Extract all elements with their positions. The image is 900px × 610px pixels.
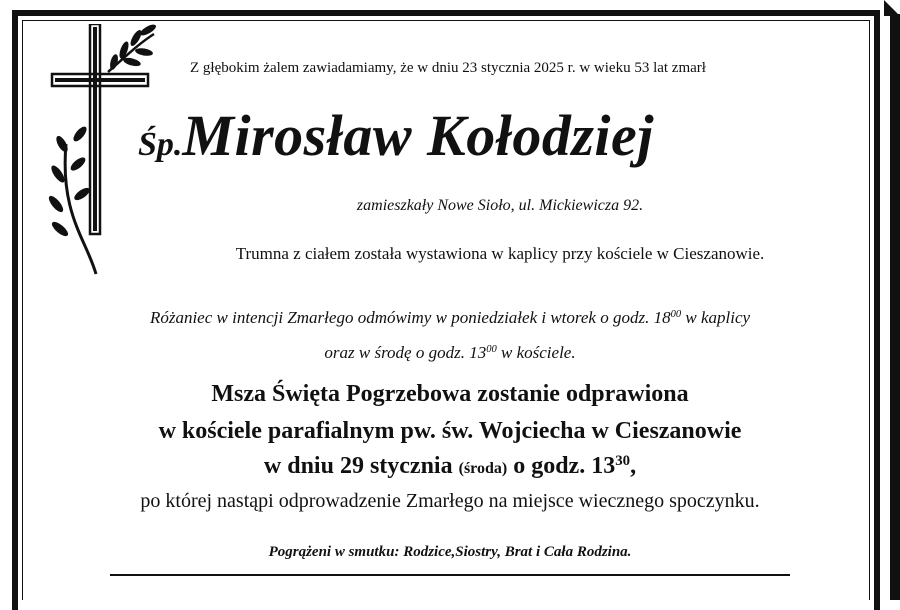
funeral-mass-line-3 [0, 453, 900, 480]
mass-time-label: o godz. 13 [507, 453, 616, 479]
deceased-name-line [138, 102, 858, 169]
rosary-text-2: w kaplicy [681, 308, 751, 327]
mourners-signature: Pogrążeni w smutku: Rodzice,Siostry, Brat i Cała Rodzina. [268, 544, 632, 560]
mass-weekday: (środa) [458, 460, 508, 477]
rosary-line-2 [0, 343, 900, 363]
rosary-line-1 [0, 308, 900, 328]
divider-line [110, 574, 790, 576]
rosary-time-minutes-2: 00 [486, 344, 497, 356]
rosary-text-4: w kościele. [496, 343, 576, 362]
mass-time-minutes: 30 [615, 452, 631, 469]
name-prefix: Śp. [138, 126, 183, 163]
deceased-name: Mirosław Kołodziej [182, 103, 654, 168]
funeral-mass-line-1: Msza Święta Pogrzebowa zostanie odprawiona [211, 381, 689, 407]
funeral-mass-line-2: w kościele parafialnym pw. św. Wojciecha w Cieszanowie [158, 418, 742, 444]
coffin-exposition-note: Trumna z ciałem została wystawiona w kaplicy przy kościele w Cieszanowie. [235, 244, 765, 263]
rosary-text-3: oraz w środę o godz. 13 [324, 343, 487, 362]
mass-date: w dniu 29 stycznia [263, 453, 459, 479]
procession-note: po której nastąpi odprowadzenie Zmarłego na miejsce wiecznego spoczynku. [140, 490, 760, 512]
rosary-text-1: Różaniec w intencji Zmarłego odmówimy w poniedziałek i wtorek o godz. 18 [149, 308, 671, 327]
residence-address: zamieszkały Nowe Sioło, ul. Mickiewicza 92. [356, 197, 644, 214]
rosary-time-minutes-1: 00 [670, 309, 682, 321]
mass-line-end: , [630, 453, 637, 479]
announcement-intro: Z głębokim żalem zawiadamiamy, że w dniu 23 stycznia 2025 r. w wieku 53 lat zmarł [190, 60, 706, 76]
